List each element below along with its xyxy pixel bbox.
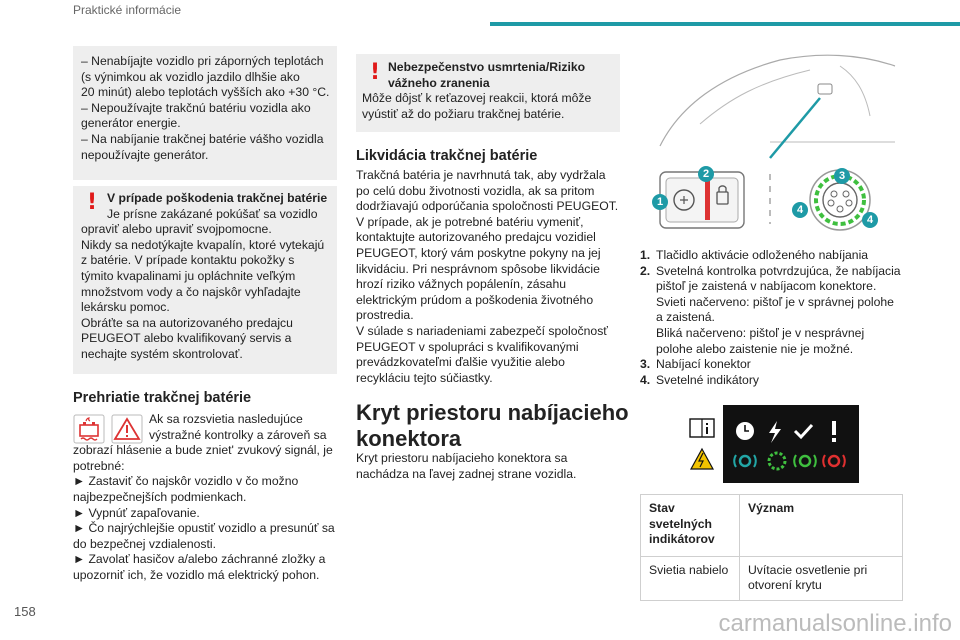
indicator-status-table [640, 494, 903, 601]
callout-badge-4-right: 4 [862, 212, 878, 228]
callout-badge-1: 1 [652, 194, 668, 210]
table-row: Svietia nabielo Uvítacie osvetlenie pri otvorení krytu [641, 556, 903, 600]
disposal-text: Trakčná batéria je navrhnutá tak, aby vydržala po celú dobu životnosti vozidla, ak sa pritom dodržiavajú odporúčania spoločnosti PEUGEOT. V prípade, ak je potrebné batériu vymeniť, kontaktujte autorizovaného predajcu vozidiel PEUGEOT, ktorý vám poskytne pokyny na jej likvidáciu. Pri nesprávnom spôsobe likvidácie hrozí riziko vážnych popálenín, zásahu elektrickým prúdom a poškodenia životného prostredia. V súlade s nariadeniami zabezpečí spoločnosť PEUGEOT v spolupráci s kvalifikovanými prevádzkovateľmi ďalšie využitie alebo recykláciu tejto súčiastky. [356, 168, 619, 385]
indicator-lights-panel [681, 405, 859, 483]
warning-box-battery-damage: ! V prípade poškodenia trakčnej batérie Je prísne zakázané pokúšať sa vozidlo opraviť alebo upraviť svojpomocne. Nikdy sa nedotýkajte kvapalín, ktoré vytekajú z batérie. V prípade kontaktu pokožky s týmito kvapalinami ju opláchnite veľkým množstvom vody a čo najskôr vyhľadajte lekársku pomoc. Obráťte sa na autorizovaného predajcu PEUGEOT alebo kvalifikovaný servis a nechajte systém skontrolovať. [73, 186, 337, 374]
section-title-overheating: Prehriatie trakčnej batérie [73, 390, 252, 406]
connector-cover-text: Kryt priestoru nabíjacieho konektora sa nachádza na ľavej zadnej strane vozidla. [356, 451, 577, 481]
table-header-row: Stav svetelných indikátorov Význam [641, 495, 903, 557]
callout-badge-2: 2 [698, 166, 714, 182]
danger-warning-box: ! Nebezpečenstvo usmrtenia/Riziko vážneho zranenia Môže dôjsť k reťazovej reakcii, ktorá môže vyústiť až do požiaru trakčnej batérie. [356, 54, 620, 132]
section-header-title: Praktické informácie [73, 3, 182, 17]
section-title-disposal: Likvidácia trakčnej batérie [356, 148, 538, 164]
legend-item: 3. Nabíjací konektor [640, 357, 751, 372]
callout-badge-3: 3 [834, 168, 850, 184]
exclamation-icon: ! [370, 60, 381, 85]
warning-box-charging [73, 46, 337, 180]
charging-connector-diagram [640, 46, 902, 242]
battery-damage-title: V prípade poškodenia trakčnej batérie [107, 191, 328, 205]
legend-item: 1. Tlačidlo aktivácie odloženého nabíjania [640, 248, 869, 262]
overheating-text: Ak sa rozsvietia nasledujúce výstražné kontrolky a zároveň sa zobrazí hlásenie a bude zniet' zvukový signál, je potrebné: ► Zastaviť čo najskôr vozidlo v čo možno najbezpečnejších podmienkach. ► Vypnúť zapaľovanie. ► Čo najrýchlejšie opustiť vozidlo a presunúť sa do bezpečnej vzdialenosti. ► Zavolať hasičov a/alebo záchranné zložky a upozorniť ich, že vozidlo má elektrický pohon. [73, 412, 335, 582]
header-accent-bar [490, 22, 960, 26]
exclamation-icon: ! [87, 190, 98, 215]
charging-warnings-text: – Nenabíjajte vozidlo pri záporných teplotách (s výnimkou ak vozidlo jazdilo dlhšie ako 20 minút) alebo teplotách vyšších ako +30 °C. – Nepoužívajte trakčnú batériu vozidla ako generátor energie. – Na nabíjanie trakčnej batérie vášho vozidla nepoužívajte generátor. [81, 54, 330, 162]
callout-badge-4-left: 4 [792, 202, 808, 218]
legend-item: 4. Svetelné indikátory [640, 372, 759, 387]
watermark: carmanualsonline.info [718, 610, 952, 637]
diagram-legend: 1. Tlačidlo aktivácie odloženého nabíjania 2. Svetelná kontrolka potvrdzujúca, že nabíjacia pištoľ je zaistená v nabíjacom konektore. Svieti načerveno: pištoľ je v správnej polohe a zaistená. Bliká načerveno: pištoľ je v nesprávnej polohe alebo zaistenie nie je možné. 3. Nabíjací konektor 4. Svetelné indikátory [640, 248, 910, 388]
legend-item: 2. Svetelná kontrolka potvrdzujúca, že nabíjacia [640, 263, 901, 278]
section-title-connector-cover: Kryt priestoru nabíjacieho konektora [356, 400, 629, 451]
page-number: 158 [14, 604, 36, 619]
